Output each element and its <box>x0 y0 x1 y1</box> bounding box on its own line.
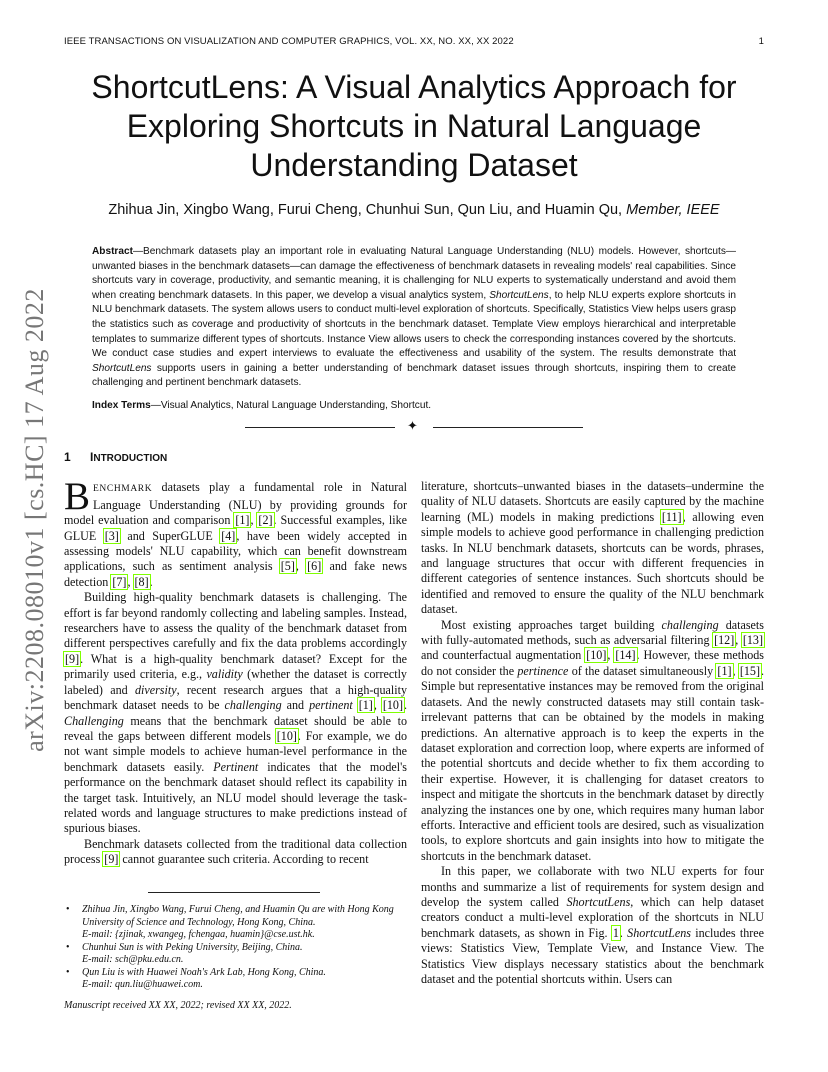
citation-link[interactable]: [13] <box>742 633 763 648</box>
text: of the dataset simultaneously <box>568 663 717 678</box>
paragraph <box>64 590 407 837</box>
text: , <box>732 663 739 678</box>
citation-link[interactable]: [12] <box>714 633 735 648</box>
footnote-email: E-mail: qun.liu@huawei.com. <box>82 979 203 990</box>
text: , <box>373 698 382 713</box>
index-terms-text: —Visual Analytics, Natural Language Understanding, Shortcut. <box>150 400 432 411</box>
text: . However, these methods do not consider the <box>421 648 764 678</box>
author-names: Zhihua Jin, Xingbo Wang, Furui Cheng, Chunhui Sun, Qun Liu, and Huamin Qu, <box>108 202 623 218</box>
text: . <box>619 925 628 940</box>
citation-link[interactable]: [1] <box>717 663 732 678</box>
section-divider <box>245 420 583 436</box>
text: , <box>250 513 258 528</box>
text: Most existing approaches target building <box>441 617 662 632</box>
citation-link[interactable]: [6] <box>307 559 322 574</box>
text: indicates that the model's performance on the benchmark dataset should reflect its capability in the target task. Intuitively, an NLU model should leverage the task-related words and language structures to make predictions instead of spurious biases. <box>64 759 407 836</box>
text: . Simple but representative instances may be removed from the original datasets. And the newly constructed datasets may still contain task-irrelevant patterns that can be obtained by the models in making predictions. An alternative approach is to keep the experts in the dataset exploration and correction loop, where experts are informed of the potential shortcuts and decide whether to fix them according to their expertise. However, it is challenging for dataset creators to inspect and mitigate the shortcuts in the benchmark dataset by directly analyzing the instances one by one, which requires many human labor efforts. Interactive and efficient tools are desired, such as visualization tools, to explore shortcuts and gain insights into how to mitigate the shortcuts in the benchmark dataset. <box>421 663 765 863</box>
drop-cap: B <box>64 475 91 519</box>
arxiv-stamp <box>20 280 50 760</box>
citation-link[interactable]: [10] <box>382 698 403 713</box>
citation-link[interactable]: [5] <box>280 559 295 574</box>
citation-link[interactable]: [10] <box>586 648 607 663</box>
text: (whether the dataset is correctly labeled) and <box>64 667 407 697</box>
author-list <box>64 202 764 218</box>
running-header <box>64 36 764 47</box>
text: and counterfactual augmentation <box>421 648 586 663</box>
emphasis: Challenging <box>64 713 124 728</box>
emphasis: diversity <box>134 682 177 697</box>
text: means that the benchmark dataset should be able to reveal the gaps between different models <box>64 713 407 743</box>
text: . Successful examples, like GLUE <box>64 513 407 543</box>
figure-link[interactable]: 1 <box>612 925 619 940</box>
citation-link[interactable]: [14] <box>615 648 636 663</box>
text: . <box>149 574 153 589</box>
text: cannot guarantee such criteria. According to recent <box>119 852 369 867</box>
emphasis: pertinence <box>517 663 569 678</box>
abstract-label: Abstract <box>92 246 133 257</box>
section-number: 1 <box>64 450 71 464</box>
citation-link[interactable]: [15] <box>739 663 760 678</box>
divider-line <box>245 427 395 428</box>
section-title-initial: I <box>90 450 94 464</box>
text: , have been widely accepted in assessing models' NLU capability, which can benefit downstream applications, such as sentiment analysis <box>64 528 408 574</box>
text: includes three views: Statistics View, Template View, and Instance View. The Statistics View displays necessary statistics about the benchmark dataset and the potential shortcuts within. Users can <box>421 925 765 986</box>
text: , <box>607 648 615 663</box>
citation-link[interactable]: [10] <box>276 728 297 743</box>
left-column <box>64 450 407 868</box>
abstract-system-name: ShortcutLens <box>489 289 549 301</box>
footnote-affiliation: Chunhui Sun is with Peking University, Beijing, China. <box>82 941 303 953</box>
citation-link[interactable]: [8] <box>134 574 149 589</box>
text: Benchmark datasets collected from the traditional data collection process <box>64 836 407 867</box>
emphasis: ShortcutLens <box>566 894 631 909</box>
abstract <box>92 245 736 391</box>
citation-link[interactable]: [1] <box>358 698 373 713</box>
footnotes <box>64 904 407 1012</box>
section-heading <box>64 450 407 466</box>
text: , <box>127 574 134 589</box>
emphasis: challenging <box>661 617 719 632</box>
right-column <box>421 479 764 987</box>
abstract-text: supports users in gaining a better understanding of benchmark dataset issues through shortcuts, inspiring them to create challenging and pertinent benchmark datasets. <box>92 362 736 389</box>
text: and fake news detection <box>64 559 408 589</box>
divider-star-icon: ✦ <box>407 419 418 434</box>
paragraph <box>421 864 764 987</box>
citation-link[interactable]: [1] <box>235 513 250 528</box>
author-membership: Member, IEEE <box>626 202 720 218</box>
paragraph <box>421 618 764 865</box>
footnote-item <box>82 904 407 942</box>
abstract-text: , to help NLU experts explore shortcuts in NLU benchmark datasets. The system allows users to conduct multi-level exploration of shortcuts. Specifically, Statistics View helps users grasp the statistics such as coverage and productivity of shortcuts in the benchmark dataset. Template View employs hierarchical and interpretable templates to summarize different types of shortcuts. Instance View allows users to check the corresponding instances covered by the shortcuts. We conduct case studies and expert interviews to evaluate the effectiveness and usability of the system. The results demonstrate that <box>92 289 736 360</box>
text: . For example, we do not want simple models to achieve human-level performance in the benchmark datasets easily. <box>64 728 407 774</box>
text: , recent research argues that a high-quality benchmark dataset needs to be <box>64 682 407 713</box>
footnote-email: E-mail: sch@pku.edu.cn. <box>82 954 184 965</box>
footnote-affiliation: Qun Liu is with Huawei Noah's Ark Lab, Hong Kong, China. <box>82 966 326 978</box>
page-number: 1 <box>758 36 764 47</box>
footnote-item <box>82 967 407 992</box>
text: , <box>295 559 307 574</box>
citation-link[interactable]: [11] <box>661 509 682 524</box>
paper-title: ShortcutLens: A Visual Analytics Approach for Exploring Shortcuts in Natural Language Understanding Dataset <box>91 69 737 183</box>
index-terms-label: Index Terms <box>92 400 151 411</box>
divider-line <box>433 427 583 428</box>
citation-link[interactable]: [9] <box>65 651 80 666</box>
paragraph <box>421 479 764 618</box>
text <box>353 698 358 712</box>
text: , which can help dataset creators conduct a multi-level exploration of the shortcuts in NLU benchmark datasets, as shown in Fig. <box>421 894 764 940</box>
small-caps-word: ENCHMARK <box>93 484 153 495</box>
text: , <box>735 633 742 648</box>
text: datasets play a fundamental role in Natural Language Understanding (NLU) by providing grounds for model evaluation and comparison <box>64 480 407 528</box>
citation-link[interactable]: [9] <box>104 852 119 867</box>
section-title-rest: NTRODUCTION <box>93 453 168 464</box>
paragraph <box>64 475 408 590</box>
emphasis: ShortcutLens <box>627 925 692 940</box>
citation-link[interactable]: [4] <box>221 528 236 543</box>
arxiv-stamp-text: arXiv:2208.08010v1 [cs.HC] 17 Aug 2022 <box>20 288 49 752</box>
footnote-item <box>82 942 407 967</box>
emphasis: challenging <box>224 698 282 713</box>
abstract-system-name: ShortcutLens <box>92 362 152 374</box>
text: Building high-quality benchmark datasets is challenging. The effort is far beyond randomly collecting and labeling samples. Instead, researchers have to assess the quality of the benchmark dataset from different perspectives carefully and fix the data problems accordingly <box>64 590 407 651</box>
emphasis: Pertinent <box>213 759 259 774</box>
footnote-affiliation: Zhihua Jin, Xingbo Wang, Furui Cheng, and Huamin Qu are with Hong Kong University of Science and Technology, Hong Kong, China. <box>82 904 394 928</box>
text: and <box>281 698 310 713</box>
emphasis: validity <box>206 667 243 682</box>
footnote-rule <box>148 892 320 893</box>
manuscript-note: Manuscript received XX XX, 2022; revised XX XX, 2022. <box>64 999 292 1011</box>
abstract-text: —Benchmark datasets play an important role in evaluating Natural Language Understanding (NLU) models. However, shortcuts—unwanted biases in the benchmark datasets—can damage the effectiveness of benchmark datasets in revealing models' real capabilities. Since shortcuts vary in coverage, productivity, and semantic meaning, it is challenging for NLU experts to systematically understand and avoid them when creating benchmark datasets. In this paper, we develop a visual analytics system, <box>92 246 736 301</box>
text: literature, shortcuts–unwanted biases in the datasets–undermine the quality of NLU datasets. Shortcuts are easily captured by the machine learning (ML) models in making predictions <box>421 479 764 524</box>
text: In this paper, we collaborate with two NLU experts for four months and summarize a list of requirements for system design and develop the system called <box>421 864 764 909</box>
running-header-text: IEEE TRANSACTIONS ON VISUALIZATION AND COMPUTER GRAPHICS, VOL. XX, NO. XX, XX 2022 <box>64 36 514 47</box>
text: . What is a high-quality benchmark dataset? Except for the primarily used criteria, e.g., <box>64 651 407 682</box>
text: , allowing even simple models to achieve good performance in challenging prediction tasks. In NLU benchmark datasets, shortcuts can be words, phrases, and language structures that occur with different frequencies in different categories of sentence instances. Such shortcuts should be identified and removed to ensure the quality of the NLU benchmark dataset. <box>421 509 764 617</box>
text: datasets with fully-automated methods, such as adversarial filtering <box>421 617 764 648</box>
citation-link[interactable]: [7] <box>112 574 127 589</box>
citation-link[interactable]: [2] <box>258 513 273 528</box>
text: and SuperGLUE <box>119 528 221 543</box>
paragraph <box>64 837 407 868</box>
footnote-email: E-mail: {zjinak, xwangeg, fchengaa, huamin}@cse.ust.hk. <box>82 929 315 940</box>
index-terms <box>92 400 736 411</box>
citation-link[interactable]: [3] <box>104 528 119 543</box>
text: . <box>403 698 408 713</box>
emphasis: pertinent <box>309 698 353 713</box>
